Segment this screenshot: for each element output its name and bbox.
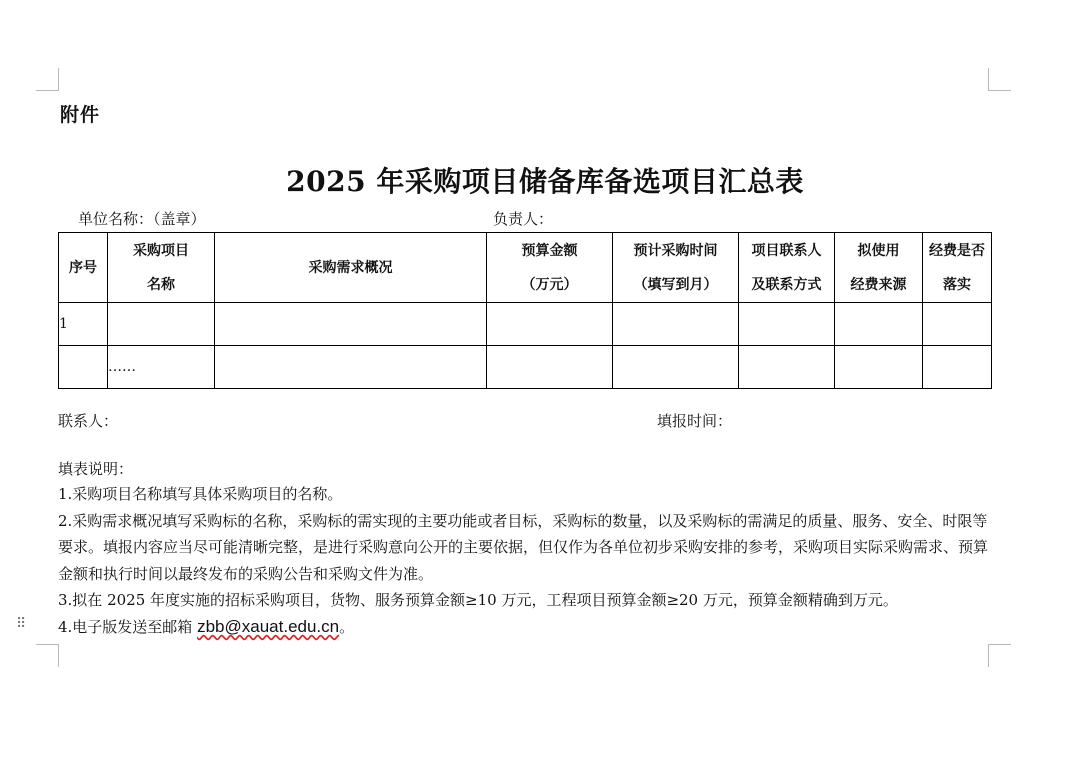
table-cell[interactable] bbox=[108, 303, 215, 346]
margin-corner-bottom-left bbox=[36, 644, 59, 667]
contact-person-label: 联系人： bbox=[58, 412, 119, 430]
instruction-item-4-prefix: 4.电子版发送至邮箱 bbox=[58, 617, 198, 636]
responsible-person-label: 负责人： bbox=[493, 210, 554, 228]
table-cell[interactable]: 1 bbox=[59, 303, 108, 346]
table-cell[interactable]: …… bbox=[108, 346, 215, 389]
notes-heading: 填表说明： bbox=[58, 460, 134, 478]
table-cell[interactable] bbox=[487, 346, 613, 389]
margin-corner-top-left bbox=[36, 68, 59, 91]
table-cell[interactable] bbox=[739, 303, 835, 346]
table-header-row bbox=[59, 233, 992, 303]
header-funding-source: 拟使用 经费来源 bbox=[835, 233, 923, 303]
instruction-item-3: 3.拟在 2025 年度实施的招标采购项目，货物、服务预算金额≥10 万元，工程项目预算金额≥20 万元，预算金额精确到万元。 bbox=[58, 591, 898, 609]
header-contact: 项目联系人 及联系方式 bbox=[739, 233, 835, 303]
table-cell[interactable] bbox=[59, 346, 108, 389]
document-title: 2025 年采购项目储备库备选项目汇总表 bbox=[286, 165, 804, 198]
table-cell[interactable] bbox=[613, 303, 739, 346]
instruction-item-4-suffix: 。 bbox=[339, 617, 355, 636]
header-funding-secured: 经费是否 落实 bbox=[923, 233, 992, 303]
table-cell[interactable] bbox=[835, 303, 923, 346]
fill-time-label: 填报时间： bbox=[657, 412, 733, 430]
header-planned-time: 预计采购时间 （填写到月） bbox=[613, 233, 739, 303]
instruction-item-1: 1.采购项目名称填写具体采购项目的名称。 bbox=[58, 485, 343, 503]
header-requirement-overview: 采购需求概况 bbox=[215, 233, 487, 303]
header-budget: 预算金额 （万元） bbox=[487, 233, 613, 303]
unit-name-label: 单位名称：（盖章） bbox=[78, 210, 206, 228]
instruction-item-2: 2.采购需求概况填写采购标的名称，采购标的需实现的主要功能或者目标，采购标的数量，以及采购标的需满足的质量、服务、安全、时限等要求。填报内容应当尽可能清晰完整，是进行采购意向公开的主要依据，但仅作为各单位初步采购安排的参考，采购项目实际采购需求、预算金额和执行时间以最终发布的采购公告和采购文件为准。 bbox=[58, 511, 989, 583]
table-cell[interactable] bbox=[835, 346, 923, 389]
instruction-item-4 bbox=[58, 614, 998, 641]
header-project-name: 采购项目 名称 bbox=[108, 233, 215, 303]
table-cell[interactable] bbox=[613, 346, 739, 389]
filling-instructions bbox=[58, 481, 998, 640]
drag-handle-icon[interactable]: ⠿ bbox=[16, 616, 27, 632]
table-cell[interactable] bbox=[215, 303, 487, 346]
header-seq: 序号 bbox=[59, 233, 108, 303]
table-cell[interactable] bbox=[215, 346, 487, 389]
email-link[interactable]: zbb@xauat.edu.cn bbox=[197, 616, 340, 636]
margin-corner-top-right bbox=[988, 68, 1011, 91]
table-cell[interactable] bbox=[739, 346, 835, 389]
table-cell[interactable] bbox=[487, 303, 613, 346]
table-row bbox=[59, 303, 992, 346]
table-row bbox=[59, 346, 992, 389]
table-cell[interactable] bbox=[923, 346, 992, 389]
table-cell[interactable] bbox=[923, 303, 992, 346]
attachment-label: 附件 bbox=[60, 104, 101, 126]
project-summary-table bbox=[58, 232, 992, 389]
margin-corner-bottom-right bbox=[988, 644, 1011, 667]
